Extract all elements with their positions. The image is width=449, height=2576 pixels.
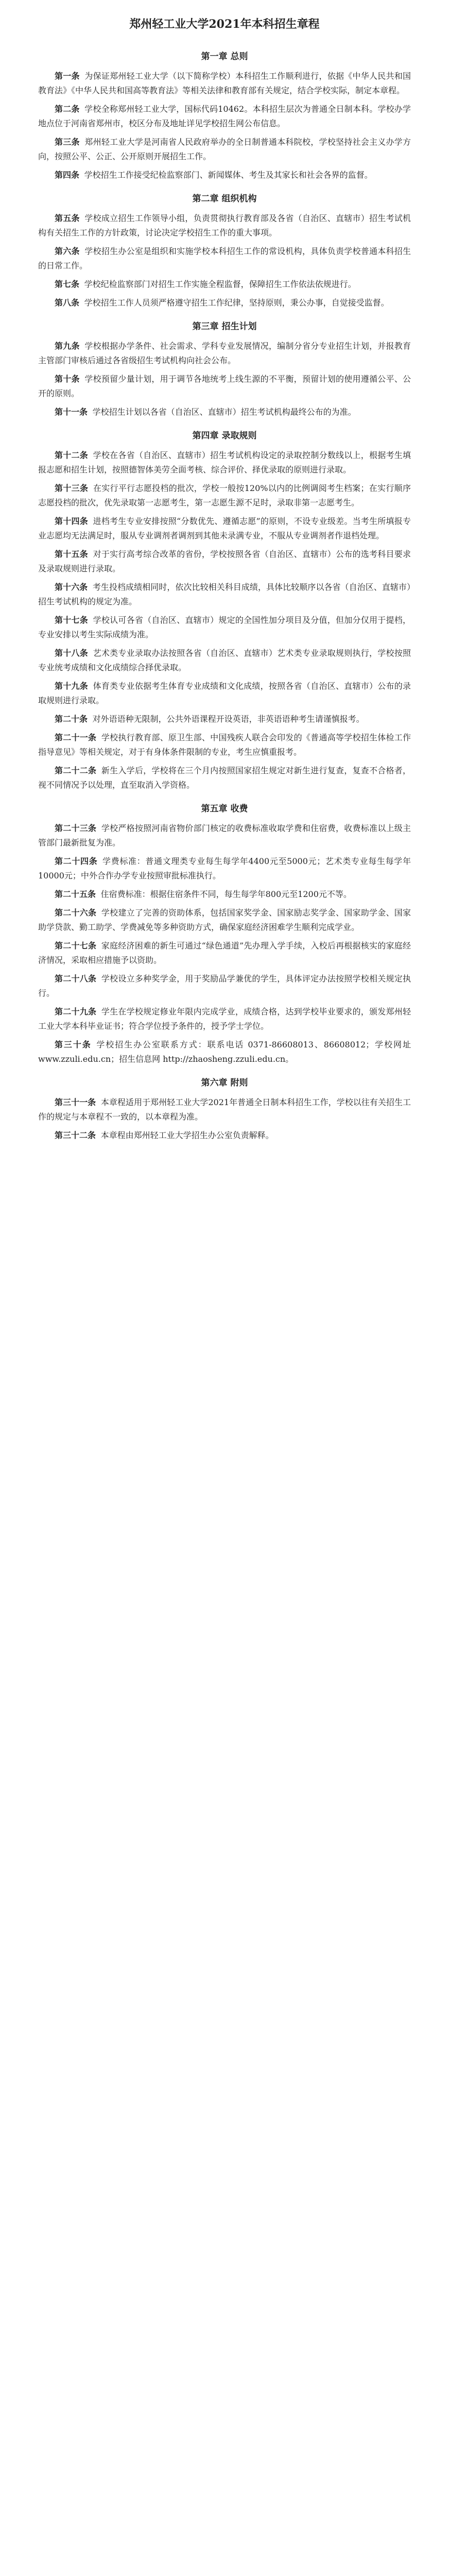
article-number: 第十条 (55, 374, 80, 384)
article-number: 第十五条 (55, 549, 89, 559)
article-text: 学校招生办公室联系方式：联系电话 0371-86608013、86608012；学校网址 www.zzuli.edu.cn；招生信息网 http://zhaosheng.zzuli.edu.cn。 (38, 1040, 411, 1064)
article-text: 学校招生办公室是组织和实施学校本科招生工作的常设机构，具体负责学校普通本科招生的日常工作。 (38, 246, 411, 270)
article-number: 第二十四条 (55, 856, 98, 866)
chapter-heading: 第三章 招生计划 (192, 321, 257, 332)
article-text: 学费标准：普通文理类专业每生每学年4400元至5000元；艺术类专业每生每学年10000元；中外合作办学专业按照审批标准执行。 (38, 856, 411, 880)
article-number: 第四条 (55, 170, 80, 180)
article-number: 第五条 (55, 213, 80, 223)
article-text: 家庭经济困难的新生可通过“绿色通道”先办理入学手续，入校后再根据核实的家庭经济情况，采取相应措施予以资助。 (38, 941, 411, 965)
article-text: 对于实行高考综合改革的省份，学校按照各省（自治区、直辖市）公布的选考科目要求及录取规则进行录取。 (38, 549, 411, 573)
article-paragraph (38, 372, 411, 401)
article-number: 第三十二条 (55, 1130, 96, 1140)
chapter-section (38, 49, 411, 182)
article-number: 第三十条 (55, 1040, 92, 1049)
article-paragraph (38, 906, 411, 935)
article-number: 第二十三条 (55, 823, 97, 833)
article-text: 学校执行教育部、原卫生部、中国残疾人联合会印发的《普通高等学校招生体检工作指导意见》等相关规定，对于有身体条件限制的专业，考生应慎重报考。 (38, 733, 411, 757)
article-paragraph (38, 646, 411, 675)
chapter-section (38, 192, 411, 310)
chapter-heading: 第六章 附则 (201, 1078, 248, 1088)
article-paragraph (38, 277, 411, 292)
article-number: 第二十六条 (55, 908, 97, 918)
article-paragraph (38, 481, 411, 510)
article-text: 新生入学后，学校将在三个月内按照国家招生规定对新生进行复查，复查不合格者，视不同情况予以处理，直至取消入学资格。 (38, 766, 411, 790)
article-text: 进档考生专业安排按照“分数优先、遵循志愿”的原则，不设专业级差。当考生所填报专业志愿均无法满足时，服从专业调剂者调剂到其他未录满专业，不服从专业调剂者作退档处理。 (38, 516, 411, 540)
chapter-heading: 第二章 组织机构 (192, 194, 257, 204)
article-text: 体育类专业依据考生体育专业成绩和文化成绩，按照各省（自治区、直辖市）公布的录取规则进行录取。 (38, 681, 411, 705)
article-number: 第二十九条 (55, 1007, 97, 1016)
article-paragraph (38, 514, 411, 543)
article-number: 第二十二条 (55, 766, 97, 775)
article-text: 学校认可各省（自治区、直辖市）规定的全国性加分项目及分值，但加分仅用于提档，专业安排以考生实际成绩为准。 (38, 615, 411, 639)
article-paragraph (38, 731, 411, 759)
document-end-spacer (38, 1147, 411, 2576)
chapter-heading: 第五章 收费 (201, 804, 248, 814)
article-paragraph (38, 712, 411, 726)
article-number: 第二十八条 (55, 974, 97, 984)
article-paragraph (38, 854, 411, 883)
article-text: 学校招生工作接受纪检监察部门、新闻媒体、考生及其家长和社会各界的监督。 (84, 170, 373, 180)
article-paragraph (38, 1038, 411, 1066)
article-paragraph (38, 168, 411, 182)
article-paragraph (38, 547, 411, 576)
article-paragraph (38, 211, 411, 240)
article-paragraph (38, 69, 411, 98)
article-paragraph (38, 244, 411, 273)
article-number: 第十一条 (55, 407, 88, 417)
article-paragraph (38, 1005, 411, 1033)
article-number: 第九条 (55, 341, 80, 351)
article-text: 艺术类专业录取办法按照各省（自治区、直辖市）艺术类专业录取规则执行，学校按照专业统考成绩和文化成绩综合择优录取。 (38, 648, 411, 672)
article-paragraph (38, 135, 411, 164)
article-text: 学校全称郑州轻工业大学，国标代码10462。本科招生层次为普通全日制本科。学校办学地点位于河南省郑州市，校区分布及地址详见学校招生网公布信息。 (38, 104, 411, 128)
chapter-section (38, 319, 411, 419)
article-paragraph (38, 1095, 411, 1124)
article-paragraph (38, 405, 411, 419)
article-text: 学校纪检监察部门对招生工作实施全程监督，保障招生工作依法依规进行。 (84, 279, 356, 289)
article-number: 第八条 (55, 298, 80, 308)
article-paragraph (38, 613, 411, 642)
article-text: 对外语语种无限制，公共外语课程开设英语，非英语语种考生请谨慎报考。 (92, 714, 365, 724)
article-paragraph (38, 939, 411, 968)
article-number: 第二条 (55, 104, 80, 114)
article-paragraph (38, 102, 411, 131)
article-number: 第二十七条 (55, 941, 97, 951)
chapter-section (38, 802, 411, 1066)
article-text: 学校招生计划以各省（自治区、直辖市）招生考试机构最终公布的为准。 (92, 407, 356, 417)
article-number: 第三条 (55, 137, 80, 147)
article-paragraph (38, 339, 411, 368)
article-number: 第二十五条 (55, 889, 96, 899)
document-title: 郑州轻工业大学2021年本科招生章程 (129, 18, 320, 31)
article-number: 第七条 (55, 279, 80, 289)
article-number: 第十九条 (55, 681, 89, 691)
article-paragraph (38, 580, 411, 609)
chapter-heading: 第四章 录取规则 (192, 431, 257, 441)
article-text: 学校建立了完善的资助体系，包括国家奖学金、国家励志奖学金、国家助学金、国家助学贷款、勤工助学、学费减免等多种资助方式，确保家庭经济困难学生顺利完成学业。 (38, 908, 411, 932)
article-text: 学校设立多种奖学金，用于奖励品学兼优的学生，具体评定办法按照学校相关规定执行。 (38, 974, 411, 998)
article-number: 第十七条 (55, 615, 89, 625)
article-number: 第二十条 (55, 714, 88, 724)
chapter-section (38, 1076, 411, 1143)
article-text: 在实行平行志愿投档的批次，学校一般按120%以内的比例调阅考生档案；在实行顺序志愿投档的批次，优先录取第一志愿考生，第一志愿生源不足时，录取非第一志愿考生。 (38, 483, 411, 507)
article-number: 第二十一条 (55, 733, 97, 742)
chapter-heading: 第一章 总则 (201, 52, 248, 62)
chapter-list (38, 40, 411, 1147)
article-number: 第十六条 (55, 582, 88, 592)
article-paragraph (38, 887, 411, 902)
chapter-section (38, 429, 411, 792)
article-text: 学生在学校规定修业年限内完成学业，成绩合格，达到学校毕业要求的，颁发郑州轻工业大学本科毕业证书；符合学位授予条件的，授予学士学位。 (38, 1007, 411, 1031)
article-text: 考生投档成绩相同时，依次比较相关科目成绩，具体比较顺序以各省（自治区、直辖市）招生考试机构的规定为准。 (38, 582, 411, 606)
article-paragraph (38, 1128, 411, 1143)
article-text: 本章程适用于郑州轻工业大学2021年普通全日制本科招生工作，学校以往有关招生工作的规定与本章程不一致的，以本章程为准。 (38, 1097, 411, 1122)
article-paragraph (38, 972, 411, 1001)
article-paragraph (38, 764, 411, 792)
article-number: 第一条 (55, 71, 80, 81)
article-text: 学校严格按照河南省物价部门核定的收费标准收取学费和住宿费，收费标准以上级主管部门最新批复为准。 (38, 823, 411, 848)
article-number: 第十八条 (55, 648, 89, 658)
article-text: 学校根据办学条件、社会需求、学科专业发展情况，编制分省分专业招生计划，并报教育主管部门审核后通过各省级招生考试机构向社会公布。 (38, 341, 411, 365)
article-paragraph (38, 821, 411, 850)
article-paragraph (38, 679, 411, 708)
article-number: 第三十一条 (55, 1097, 96, 1107)
article-number: 第六条 (55, 246, 80, 256)
article-text: 学校成立招生工作领导小组，负责贯彻执行教育部及各省（自治区、直辖市）招生考试机构有关招生工作的方针政策，讨论决定学校招生工作的重大事项。 (38, 213, 411, 238)
article-text: 学校预留少量计划，用于调节各地统考上线生源的不平衡，预留计划的使用遵循公平、公开的原则。 (38, 374, 411, 398)
article-paragraph (38, 296, 411, 310)
article-text: 郑州轻工业大学是河南省人民政府举办的全日制普通本科院校，学校坚持社会主义办学方向，按照公平、公正、公开原则开展招生工作。 (38, 137, 411, 161)
article-text: 本章程由郑州轻工业大学招生办公室负责解释。 (100, 1130, 274, 1140)
article-paragraph (38, 448, 411, 477)
article-text: 住宿费标准：根据住宿条件不同，每生每学年800元至1200元不等。 (100, 889, 352, 899)
article-text: 学校招生工作人员须严格遵守招生工作纪律，坚持原则，秉公办事，自觉接受监督。 (84, 298, 389, 308)
article-number: 第十二条 (55, 450, 89, 460)
article-text: 为保证郑州轻工业大学（以下简称学校）本科招生工作顺利进行，依据《中华人民共和国教育法》《中华人民共和国高等教育法》等相关法律和教育部有关规定，结合学校实际，制定本章程。 (38, 71, 411, 95)
article-number: 第十四条 (55, 516, 88, 526)
article-text: 学校在各省（自治区、直辖市）招生考试机构设定的录取控制分数线以上，根据考生填报志愿和招生计划，按照德智体美劳全面考核、综合评价、择优录取的原则进行录取。 (38, 450, 411, 474)
article-number: 第十三条 (55, 483, 89, 493)
